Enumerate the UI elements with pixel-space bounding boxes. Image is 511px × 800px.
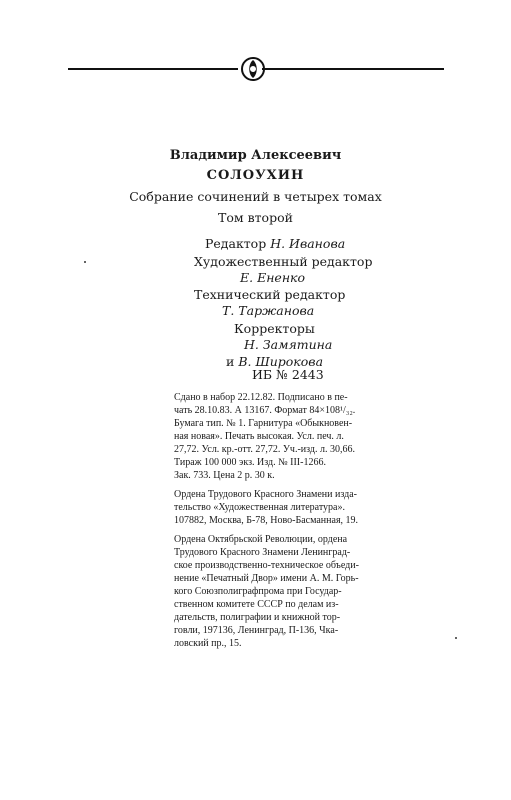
- printer-info-line: кого Союзполиграфпрома при Государ-: [174, 586, 342, 597]
- print-info-line: 27,72. Усл. кр.-отт. 27,72. Уч.-изд. л. 30,66.: [174, 444, 355, 455]
- art-editor-label: Художественный редактор: [194, 254, 373, 269]
- printer-info-line: дательств, полиграфии и книжной тор-: [174, 612, 341, 623]
- print-info-line: ная новая». Печать высокая. Усл. печ. л.: [174, 431, 344, 442]
- editor-name: Н. Иванова: [270, 236, 346, 251]
- collection-title: Собрание сочинений в четырех томах: [129, 189, 382, 204]
- printer-info-line: Ордена Октябрьской Революции, ордена: [174, 534, 348, 545]
- author-surname: СОЛОУХИН: [206, 168, 305, 183]
- publisher-info-line: Ордена Трудового Красного Знамени изда-: [174, 489, 357, 500]
- tech-editor-name: Т. Таржанова: [222, 303, 315, 318]
- scan-speck: [84, 261, 86, 263]
- editor-credit: [205, 236, 345, 251]
- print-info-line: Сдано в набор 22.12.82. Подписано в пе-: [174, 392, 348, 403]
- print-info-line: Зак. 733. Цена 2 р. 30 к.: [174, 470, 275, 481]
- header-rule-left: [68, 68, 238, 70]
- publisher-info-line: 107882, Москва, Б-78, Ново-Басманная, 19.: [174, 515, 359, 526]
- publisher-info-line: тельство «Художественная литература».: [174, 502, 345, 513]
- scan-speck: [455, 637, 457, 639]
- proofreader-1: Н. Замятина: [244, 337, 333, 352]
- printer-info-line: ственном комитете СССР по делам из-: [174, 599, 339, 610]
- printer-info-block: [174, 533, 374, 650]
- publisher-info-block: [174, 488, 374, 527]
- printer-info-line: ское производственно-техническое объеди-: [174, 560, 359, 571]
- print-info-line: Тираж 100 000 экз. Изд. № III-1266.: [174, 457, 326, 468]
- tech-editor-label: Технический редактор: [194, 287, 346, 302]
- author-name: Владимир Алексеевич: [169, 148, 342, 163]
- isbn-line: ИБ № 2443: [252, 367, 324, 382]
- art-editor-name: Е. Ененко: [240, 270, 306, 285]
- printer-info-line: Трудового Красного Знамени Ленинград-: [174, 547, 351, 558]
- proofreader-2: В. Широкова: [238, 354, 324, 369]
- printer-info-line: ловский пр., 15.: [174, 638, 242, 649]
- print-info-line: чать 28.10.83. А 13167. Формат 84×108¹/₃₂.: [174, 405, 356, 416]
- editor-label: Редактор: [205, 236, 267, 251]
- print-info-block: [174, 391, 374, 482]
- header-rule-right: [262, 68, 444, 70]
- proofreaders-label: Корректоры: [234, 321, 315, 336]
- print-info-line: Бумага тип. № 1. Гарнитура «Обыкновен-: [174, 418, 353, 429]
- printer-info-line: нение «Печатный Двор» имени А. М. Горь-: [174, 573, 359, 584]
- volume-title: Том второй: [218, 210, 293, 225]
- printer-info-line: говли, 197136, Ленинград, П-136, Чка-: [174, 625, 339, 636]
- proofreader-and: и: [226, 354, 235, 369]
